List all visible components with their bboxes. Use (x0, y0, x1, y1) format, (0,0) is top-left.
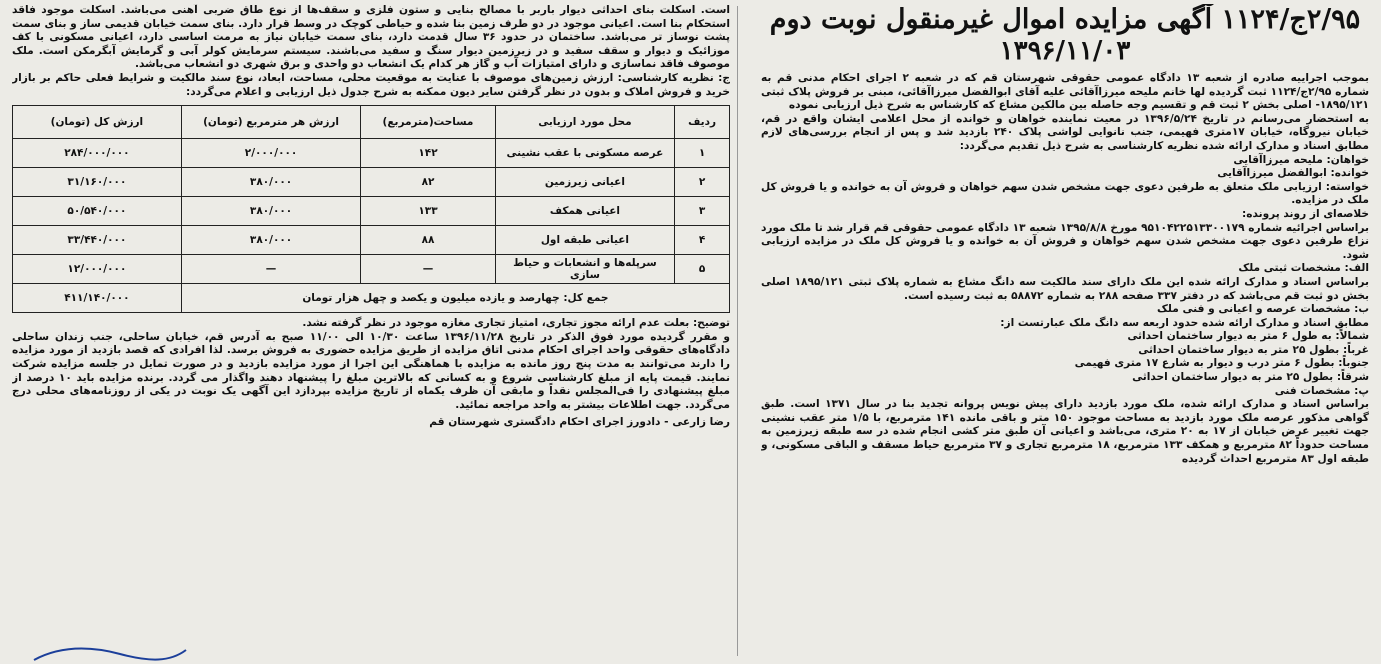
notice-paragraph: ج: نظریه کارشناسی: ارزش زمین‌های موصوف با عنایت به موقعیت محلی، مساحت، ابعاد، نوع سند مالکیت و شرایط فعلی حاکم بر بازار خرید و فروش املاک و بدون در نظر گرفتن سایر دیون ممکنه به شرح جدول ذیل ارزیابی و اعلام می‌گردد: (12, 71, 730, 98)
area-cell: ۸۲ (361, 168, 495, 197)
notice-date: ۱۳۹۶/۱۱/۰۳ (999, 36, 1131, 66)
notice-paragraph: و مقرر گردیده مورد فوق الذکر در تاریخ ۱۳۹۶/۱۱/۲۸ ساعت ۱۰/۳۰ الی ۱۱/۰۰ صبح به آدرس قم، خیابان ساحلی، جنب زندان ساحلی دادگاه‌های حقوقی واحد اجرای احکام مدنی اتاق مزایده از طریق مزایده حضوری به فروش برسد. لذا افرادی که قصد بازدید از مورد مزایده را دارند می‌توانند به مدت پنج روز مانده به مزایده با هماهنگی این اجرا از مورد مزایده بازدید و در صورت تمایل در جلسه مزایده شرکت نمایند. قیمت پایه از مبلغ کارشناسی شروع و به کسانی که بالاترین مبلغ را پیشنهاد دهند واگذار می گردد. برنده مزایده باید ۱۰ درصد از مبلغ پیشنهادی را فی‌المجلس نقداً و مابقی آن ظرف یکماه از تاریخ مزایده بپردازد این آگهی یک نوبت در یکی از روزنامه‌های محلی درج می‌گردد. جهت اطلاعات بیشتر به واحد مراجعه نمائید. (12, 330, 730, 411)
row-number-cell: ۱ (675, 139, 730, 168)
area-cell: ۱۳۳ (361, 197, 495, 226)
total-price-cell: ۲۸۴/۰۰۰/۰۰۰ (13, 139, 182, 168)
table-row (13, 168, 730, 197)
notice-left-bottom-body (12, 317, 730, 412)
row-number-cell: ۵ (675, 255, 730, 284)
notice-paragraph: جنوباً: بطول ۶ متر درب و دیوار به شارع ۱۷ متری فهیمی (1074, 357, 1369, 370)
table-row (13, 226, 730, 255)
item-cell: اعیانی طبقه اول (495, 226, 675, 255)
notice-paragraph: خوانده: ابوالفضل میرزاآقایی (1217, 167, 1369, 180)
col-header-total-price: ارزش کل (تومان) (13, 106, 182, 139)
unit-price-cell: — (181, 255, 361, 284)
col-header-area: مساحت(مترمربع) (361, 106, 495, 139)
total-label: جمع کل: چهارصد و یازده میلیون و یکصد و چهل هزار تومان (181, 284, 729, 313)
row-number-cell: ۴ (675, 226, 730, 255)
notice-paragraph: براساس اسناد و مدارک ارائه شده، ملک مورد بازدید دارای پیش نویس پروانه تجدید بنا در سال ۱۳۷۱ است. طبق گواهی مذکور عرصه ملک مورد بازدید به مساحت موجود ۱۵۰ متر و باقی مانده ۱۴۱ مترمربع، با ۱/۵ متر عقب نشینی جهت تغییر عرض خیابان از ۱۷ به ۲۰ متری، می‌باشد و اعیانی آن طبق متر کشی انجام شده در سه طبقه زیرزمین به مساحت حدوداً ۸۲ مترمربع و همکف ۱۳۳ مترمربع، ۱۸ مترمربع تجاری و ۳۷ مترمربع حیاط مسقف و الباقی مسکونی، و طبقه اول ۸۳ مترمربع احداث گردیده (761, 398, 1369, 465)
appraisal-total-row (13, 284, 730, 313)
area-cell: ۱۴۲ (361, 139, 495, 168)
notice-paragraph: ب: مشخصات عرصه و اعیانی و فنی ملک (1157, 303, 1369, 316)
notice-paragraph: پ: مشخصات فنی (1274, 384, 1369, 397)
notice-paragraph: بموجب اجراییه صادره از شعبه ۱۳ دادگاه عمومی حقوقی شهرستان قم که در شعبه ۲ اجرای احکام مدنی قم به شماره ۲/۹۵ج/۱۱۲۴ ثبت گردیده لها خانم ملیحه میرزاآقائی علیه آقای ابوالفضل میرزاآقائی، مبنی بر فروش پلاک ثبتی ۱۸۹۵/۱۲۱- اصلی بخش ۲ ثبت قم و تقسیم وجه حاصله بین مالکین مشاع که کارشناس به شرح ذیل ارزیابی نموده (761, 72, 1369, 112)
total-price-cell: ۳۱/۱۶۰/۰۰۰ (13, 168, 182, 197)
col-header-item: محل مورد ارزیابی (495, 106, 675, 139)
notice-paragraph: براساس اجرائیه شماره ۹۵۱۰۴۲۲۵۱۳۳۰۰۱۷۹ مورخ ۱۳۹۵/۸/۸ شعبه ۱۳ دادگاه عمومی حقوقی قم قرار شد تا ملک مورد نزاع طرفین دعوی جهت مشخص شدن سهم خواهان و فروش آن به خوانده و یا فروش کل ملک در مزایده ارزیابی شود. (761, 221, 1369, 261)
notice-paragraph: به استحضار می‌رسانم در تاریخ ۱۳۹۶/۵/۲۴ در معیت نماینده خواهان و خوانده از محل اعلامی ایشان واقع در قم، خیابان نیروگاه، خیابان ۱۷متری فهیمی، جنب نانوایی لواشی پلاک ۲۴۰ بازدید شد و پس از انجام بررسی‌های لازم مطابق اسناد و مدارک ارائه شده نظریه کارشناسی به شرح ذیل تقدیم می‌گردد: (761, 112, 1369, 152)
notice-paragraph: خواسته: ارزیابی ملک متعلق به طرفین دعوی جهت مشخص شدن سهم خواهان و فروش آن به خوانده و یا فروش کل ملک در مزایده. (761, 180, 1369, 207)
table-row (13, 139, 730, 168)
area-cell: ۸۸ (361, 226, 495, 255)
notice-paragraph: توضیح: بعلت عدم ارائه مجوز تجاری، امتیاز تجاری مغازه موجود در نظر گرفته نشد. (302, 317, 730, 330)
total-price-cell: ۳۳/۴۴۰/۰۰۰ (13, 226, 182, 255)
appraisal-table (12, 105, 730, 313)
total-price-cell: ۵۰/۵۴۰/۰۰۰ (13, 197, 182, 226)
notice-right-column (761, 4, 1369, 660)
total-value: ۴۱۱/۱۴۰/۰۰۰ (13, 284, 182, 313)
notice-left-top-body (12, 4, 730, 99)
pen-scribble (30, 642, 190, 664)
table-row (13, 197, 730, 226)
total-price-cell: ۱۲/۰۰۰/۰۰۰ (13, 255, 182, 284)
notice-paragraph: الف: مشخصات ثبتی ملک (1238, 262, 1369, 275)
notice-paragraph: مطابق اسناد و مدارک ارائه شده حدود اربعه سه دانگ ملک عبارتست از: (1000, 316, 1369, 329)
row-number-cell: ۳ (675, 197, 730, 226)
area-cell: — (361, 255, 495, 284)
appraisal-table-header (13, 106, 730, 139)
notice-paragraph: براساس اسناد و مدارک ارائه شده این ملک دارای سند مالکیت سه دانگ مشاع به شماره پلاک ثبتی ۱۸۹۵/۱۲۱ اصلی بخش دو ثبت قم می‌باشد که در دفتر ۳۳۷ صفحه ۲۸۸ به شماره ۵۸۸۷۲ به ثبت رسیده است. (761, 275, 1369, 302)
notice-paragraph: غرباً: بطول ۲۵ متر به دیوار ساختمان احداثی (1138, 343, 1369, 356)
appraisal-table-body (13, 139, 730, 284)
item-cell: عرصه مسکونی با عقب نشینی (495, 139, 675, 168)
unit-price-cell: ۲/۰۰۰/۰۰۰ (181, 139, 361, 168)
unit-price-cell: ۳۸۰/۰۰۰ (181, 168, 361, 197)
notice-paragraph: خواهان: ملیحه میرزاآقایی (1233, 153, 1369, 166)
col-header-unit-price: ارزش هر مترمربع (تومان) (181, 106, 361, 139)
item-cell: اعیانی همکف (495, 197, 675, 226)
table-row (13, 255, 730, 284)
column-divider (737, 6, 738, 656)
notice-left-column (12, 4, 730, 660)
item-cell: سرپله‌ها و انشعابات و حیاط سازی (495, 255, 675, 284)
unit-price-cell: ۳۸۰/۰۰۰ (181, 226, 361, 255)
notice-paragraph: شرقاً: بطول ۲۵ متر به دیوار ساختمان احداثی (1132, 371, 1369, 384)
notice-paragraph: خلاصه‌ای از روند پرونده: (1242, 207, 1369, 220)
notice-paragraph: است. اسکلت بنای احداثی دیوار باربر با مصالح بنایی و ستون فلزی و سقف‌ها از نوع طاق ضربی آهنی می‌باشد. اسکلت موجود فاقد استحکام بنا است. اعیانی موجود در دو طرف زمین بنا شده و حیاطی کوچک در وسط قرار دارد. بنای سمت خیابان قدیمی ساز و بنای سمت پشت نوساز تر می‌باشد. ساختمان در حدود ۳۶ سال قدمت دارد، بنای سمت خیابان نیاز به مرمت اساسی دارد، اعیانی مسکونی با کف موزائیک و دیوار و سقف سفید و در زیرزمین دیوار سنگ و سفید می‌باشند. سیستم سرمایش کولر آبی و گرمایش آبگرمکن است. ملک موصوف فاقد نماسازی و دارای امتیازات آب و گاز هر کدام یک انشعاب دو واحدی و برق شهری دو انشعاب می‌باشد. (12, 4, 730, 71)
col-header-row: ردیف (675, 106, 730, 139)
notice-title: ۲/۹۵ج/۱۱۲۴ آگهی مزایده اموال غیرمنقول نوبت دوم (769, 4, 1361, 35)
item-cell: اعیانی زیرزمین (495, 168, 675, 197)
signature-line: رضا زارعی - دادورز اجرای احکام دادگستری شهرستان قم (429, 416, 730, 429)
notice-paragraph: شمالاً: به طول ۶ متر به دیوار ساختمان احداثی (1127, 330, 1369, 343)
unit-price-cell: ۳۸۰/۰۰۰ (181, 197, 361, 226)
notice-right-body (761, 72, 1369, 466)
row-number-cell: ۲ (675, 168, 730, 197)
